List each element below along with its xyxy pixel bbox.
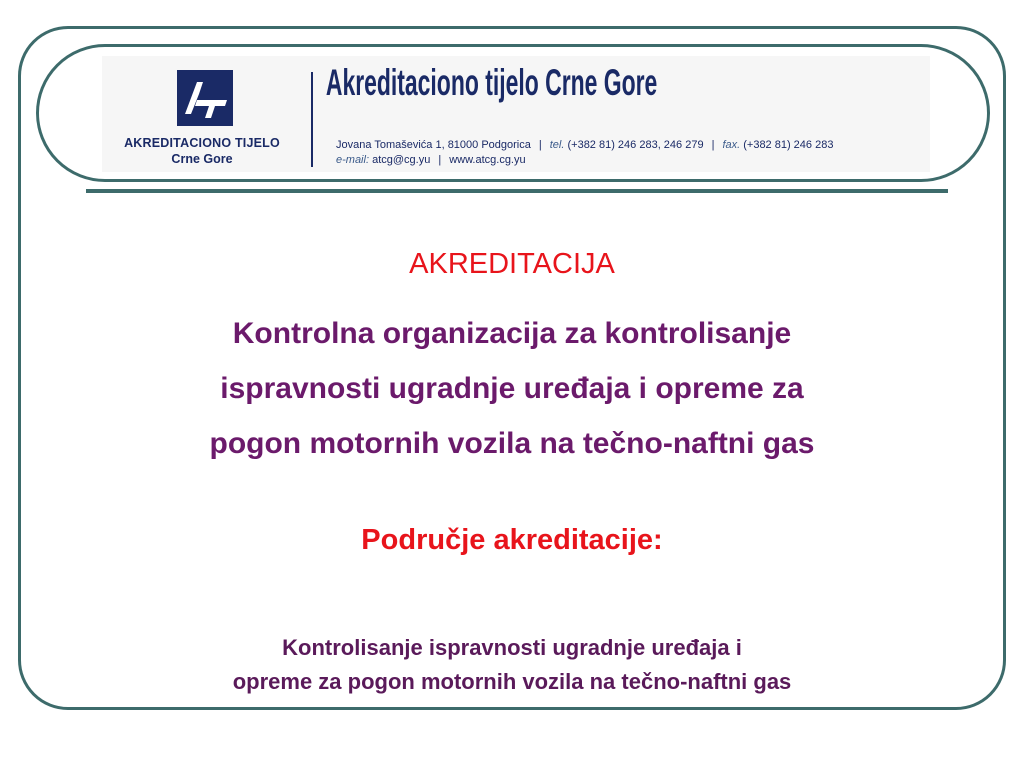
document-title: [40, 306, 984, 471]
website-link[interactable]: www.atcg.cg.yu: [449, 154, 526, 166]
email-value[interactable]: atcg@cg.yu: [372, 154, 431, 166]
contact-address: Jovana Tomaševića 1, 81000 Podgorica: [336, 139, 531, 151]
contact-separator: |: [711, 139, 715, 151]
banner-divider: [311, 72, 313, 167]
scope-line: Kontrolisanje ispravnosti ugradnje uređaja i: [282, 635, 742, 660]
fax-value: (+382 81) 246 283: [743, 139, 834, 151]
contact-line-1: [336, 139, 833, 151]
tel-label: tel.: [549, 139, 565, 151]
contact-separator: |: [438, 154, 442, 166]
scope-line: opreme za pogon motornih vozila na tečno-naftni gas: [232, 669, 792, 694]
title-line: pogon motornih vozila na tečno-naftni gas: [209, 427, 815, 460]
title-line: ispravnosti ugradnje uređaja i opreme za: [220, 372, 804, 405]
header-rule: [86, 189, 948, 193]
org-title: Akreditaciono tijelo Crne Gore: [325, 62, 658, 103]
title-line: Kontrolna organizacija za kontrolisanje: [232, 317, 792, 350]
scope-label: Područje akreditacije:: [361, 524, 663, 556]
atcg-logo-icon: [177, 70, 233, 126]
email-label: e-mail:: [336, 154, 370, 166]
fax-label: fax.: [722, 139, 741, 151]
contact-separator: |: [538, 139, 542, 151]
scope-text: [40, 631, 984, 699]
logo-org-name: AKREDITACIONO TIJELO: [124, 136, 280, 150]
contact-line-2: [336, 154, 526, 166]
tel-value: (+382 81) 246 283, 246 279: [567, 139, 704, 151]
logo-org-sub: Crne Gore: [171, 152, 233, 166]
document-heading: AKREDITACIJA: [409, 248, 615, 280]
